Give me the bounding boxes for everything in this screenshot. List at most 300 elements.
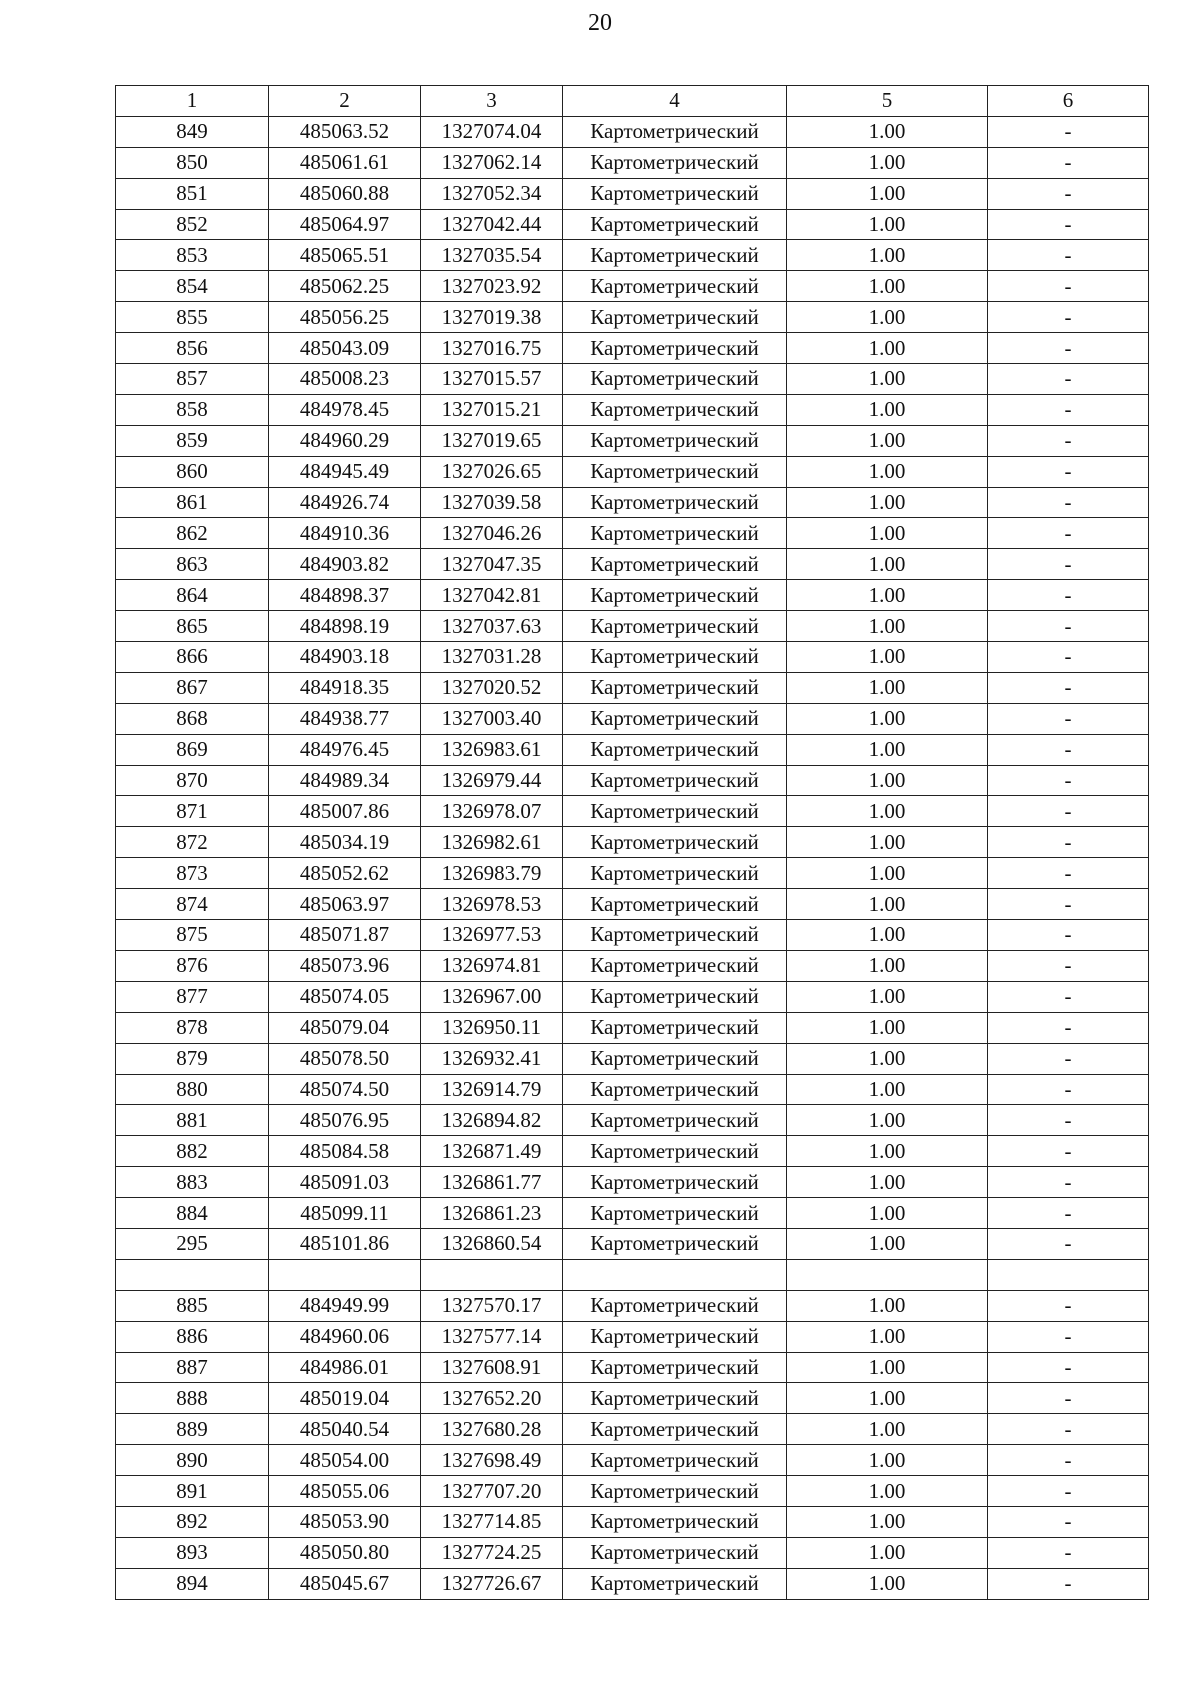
x-coordinate-cell: 485084.58 — [269, 1136, 421, 1167]
x-coordinate-cell: 484926.74 — [269, 487, 421, 518]
description-cell: - — [988, 1198, 1149, 1229]
x-coordinate-cell: 484949.99 — [269, 1290, 421, 1321]
method-cell: Картометрический — [563, 1414, 787, 1445]
accuracy-cell: 1.00 — [787, 1043, 988, 1074]
table-row — [116, 456, 1149, 487]
point-number-cell: 878 — [116, 1012, 269, 1043]
description-cell: - — [988, 672, 1149, 703]
y-coordinate-cell: 1327714.85 — [421, 1506, 563, 1537]
point-number-cell: 890 — [116, 1445, 269, 1476]
x-coordinate-cell: 484903.82 — [269, 549, 421, 580]
point-number-cell: 862 — [116, 518, 269, 549]
accuracy-cell: 1.00 — [787, 394, 988, 425]
table-row — [116, 1228, 1149, 1259]
x-coordinate-cell: 484989.34 — [269, 765, 421, 796]
x-coordinate-cell: 485045.67 — [269, 1568, 421, 1599]
accuracy-cell: 1.00 — [787, 209, 988, 240]
y-coordinate-cell: 1326871.49 — [421, 1136, 563, 1167]
y-coordinate-cell: 1327020.52 — [421, 672, 563, 703]
method-cell: Картометрический — [563, 240, 787, 271]
method-cell: Картометрический — [563, 1568, 787, 1599]
method-cell: Картометрический — [563, 394, 787, 425]
accuracy-cell: 1.00 — [787, 950, 988, 981]
description-cell: - — [988, 765, 1149, 796]
point-number-cell: 853 — [116, 240, 269, 271]
description-cell: - — [988, 1506, 1149, 1537]
accuracy-cell: 1.00 — [787, 703, 988, 734]
column-header: 6 — [988, 86, 1149, 117]
table-row — [116, 147, 1149, 178]
x-coordinate-cell: 485060.88 — [269, 178, 421, 209]
x-coordinate-cell: 484986.01 — [269, 1352, 421, 1383]
method-cell: Картометрический — [563, 580, 787, 611]
method-cell: Картометрический — [563, 981, 787, 1012]
x-coordinate-cell: 484918.35 — [269, 672, 421, 703]
table-row — [116, 1321, 1149, 1352]
table-row — [116, 1568, 1149, 1599]
x-coordinate-cell: 485007.86 — [269, 796, 421, 827]
accuracy-cell: 1.00 — [787, 1414, 988, 1445]
point-number-cell: 868 — [116, 703, 269, 734]
x-coordinate-cell: 485062.25 — [269, 271, 421, 302]
y-coordinate-cell: 1327016.75 — [421, 333, 563, 364]
description-cell: - — [988, 425, 1149, 456]
method-cell: Картометрический — [563, 1506, 787, 1537]
accuracy-cell: 1.00 — [787, 1445, 988, 1476]
column-header: 4 — [563, 86, 787, 117]
x-coordinate-cell: 484903.18 — [269, 642, 421, 673]
method-cell — [563, 1259, 787, 1290]
point-number-cell: 867 — [116, 672, 269, 703]
method-cell: Картометрический — [563, 1228, 787, 1259]
method-cell: Картометрический — [563, 920, 787, 951]
accuracy-cell: 1.00 — [787, 518, 988, 549]
description-cell: - — [988, 549, 1149, 580]
point-number-cell: 884 — [116, 1198, 269, 1229]
x-coordinate-cell: 485074.50 — [269, 1074, 421, 1105]
table-row — [116, 734, 1149, 765]
description-cell: - — [988, 333, 1149, 364]
table-row — [116, 1167, 1149, 1198]
point-number-cell: 876 — [116, 950, 269, 981]
y-coordinate-cell: 1326861.77 — [421, 1167, 563, 1198]
description-cell: - — [988, 394, 1149, 425]
description-cell: - — [988, 518, 1149, 549]
accuracy-cell: 1.00 — [787, 1136, 988, 1167]
accuracy-cell: 1.00 — [787, 1352, 988, 1383]
point-number-cell: 883 — [116, 1167, 269, 1198]
point-number-cell — [116, 1259, 269, 1290]
y-coordinate-cell: 1326894.82 — [421, 1105, 563, 1136]
accuracy-cell: 1.00 — [787, 1228, 988, 1259]
accuracy-cell: 1.00 — [787, 734, 988, 765]
table-row — [116, 1352, 1149, 1383]
table-row — [116, 1537, 1149, 1568]
method-cell: Картометрический — [563, 209, 787, 240]
method-cell: Картометрический — [563, 1012, 787, 1043]
table-row — [116, 950, 1149, 981]
y-coordinate-cell: 1327698.49 — [421, 1445, 563, 1476]
accuracy-cell: 1.00 — [787, 1198, 988, 1229]
point-number-cell: 894 — [116, 1568, 269, 1599]
point-number-cell: 858 — [116, 394, 269, 425]
y-coordinate-cell: 1327031.28 — [421, 642, 563, 673]
y-coordinate-cell: 1327003.40 — [421, 703, 563, 734]
table-row — [116, 487, 1149, 518]
y-coordinate-cell: 1326979.44 — [421, 765, 563, 796]
point-number-cell: 885 — [116, 1290, 269, 1321]
y-coordinate-cell: 1327042.81 — [421, 580, 563, 611]
table-row — [116, 703, 1149, 734]
method-cell: Картометрический — [563, 1476, 787, 1507]
accuracy-cell: 1.00 — [787, 611, 988, 642]
accuracy-cell: 1.00 — [787, 425, 988, 456]
method-cell: Картометрический — [563, 672, 787, 703]
table-row — [116, 1414, 1149, 1445]
point-number-cell: 891 — [116, 1476, 269, 1507]
point-number-cell: 889 — [116, 1414, 269, 1445]
point-number-cell: 871 — [116, 796, 269, 827]
y-coordinate-cell: 1327062.14 — [421, 147, 563, 178]
table-row — [116, 240, 1149, 271]
y-coordinate-cell: 1326861.23 — [421, 1198, 563, 1229]
y-coordinate-cell: 1327015.57 — [421, 364, 563, 395]
point-number-cell: 879 — [116, 1043, 269, 1074]
description-cell: - — [988, 456, 1149, 487]
point-number-cell: 295 — [116, 1228, 269, 1259]
method-cell: Картометрический — [563, 765, 787, 796]
accuracy-cell: 1.00 — [787, 1167, 988, 1198]
x-coordinate-cell: 484960.06 — [269, 1321, 421, 1352]
accuracy-cell: 1.00 — [787, 765, 988, 796]
y-coordinate-cell: 1326950.11 — [421, 1012, 563, 1043]
y-coordinate-cell: 1326932.41 — [421, 1043, 563, 1074]
accuracy-cell: 1.00 — [787, 1074, 988, 1105]
y-coordinate-cell: 1326983.79 — [421, 858, 563, 889]
accuracy-cell: 1.00 — [787, 116, 988, 147]
table-row — [116, 364, 1149, 395]
point-number-cell: 882 — [116, 1136, 269, 1167]
accuracy-cell: 1.00 — [787, 1321, 988, 1352]
point-number-cell: 873 — [116, 858, 269, 889]
y-coordinate-cell: 1327570.17 — [421, 1290, 563, 1321]
point-number-cell: 888 — [116, 1383, 269, 1414]
accuracy-cell: 1.00 — [787, 858, 988, 889]
y-coordinate-cell: 1327042.44 — [421, 209, 563, 240]
table-row — [116, 116, 1149, 147]
x-coordinate-cell: 485056.25 — [269, 302, 421, 333]
point-number-cell: 850 — [116, 147, 269, 178]
x-coordinate-cell — [269, 1259, 421, 1290]
method-cell: Картометрический — [563, 487, 787, 518]
description-cell: - — [988, 1321, 1149, 1352]
y-coordinate-cell: 1327037.63 — [421, 611, 563, 642]
description-cell: - — [988, 796, 1149, 827]
table-row — [116, 1383, 1149, 1414]
accuracy-cell: 1.00 — [787, 302, 988, 333]
x-coordinate-cell: 484898.19 — [269, 611, 421, 642]
description-cell: - — [988, 1537, 1149, 1568]
method-cell: Картометрический — [563, 364, 787, 395]
method-cell: Картометрический — [563, 1043, 787, 1074]
table-row — [116, 1074, 1149, 1105]
accuracy-cell: 1.00 — [787, 1537, 988, 1568]
point-number-cell: 855 — [116, 302, 269, 333]
point-number-cell: 870 — [116, 765, 269, 796]
column-header: 5 — [787, 86, 988, 117]
column-header: 1 — [116, 86, 269, 117]
x-coordinate-cell: 485055.06 — [269, 1476, 421, 1507]
table-row — [116, 518, 1149, 549]
table-row — [116, 672, 1149, 703]
description-cell: - — [988, 1136, 1149, 1167]
point-number-cell: 866 — [116, 642, 269, 673]
description-cell: - — [988, 920, 1149, 951]
description-cell: - — [988, 950, 1149, 981]
description-cell: - — [988, 1043, 1149, 1074]
description-cell: - — [988, 1074, 1149, 1105]
table-row — [116, 1105, 1149, 1136]
table-row — [116, 425, 1149, 456]
method-cell: Картометрический — [563, 1537, 787, 1568]
y-coordinate-cell: 1327026.65 — [421, 456, 563, 487]
point-number-cell: 887 — [116, 1352, 269, 1383]
y-coordinate-cell: 1327052.34 — [421, 178, 563, 209]
accuracy-cell: 1.00 — [787, 1568, 988, 1599]
x-coordinate-cell: 485040.54 — [269, 1414, 421, 1445]
description-cell: - — [988, 240, 1149, 271]
x-coordinate-cell: 485076.95 — [269, 1105, 421, 1136]
x-coordinate-cell: 485019.04 — [269, 1383, 421, 1414]
point-number-cell: 880 — [116, 1074, 269, 1105]
x-coordinate-cell: 485063.52 — [269, 116, 421, 147]
description-cell: - — [988, 487, 1149, 518]
table-row — [116, 920, 1149, 951]
y-coordinate-cell: 1327039.58 — [421, 487, 563, 518]
accuracy-cell: 1.00 — [787, 1383, 988, 1414]
description-cell: - — [988, 981, 1149, 1012]
table-row — [116, 642, 1149, 673]
table-row — [116, 549, 1149, 580]
method-cell: Картометрический — [563, 518, 787, 549]
y-coordinate-cell: 1327724.25 — [421, 1537, 563, 1568]
method-cell: Картометрический — [563, 1352, 787, 1383]
table-row — [116, 765, 1149, 796]
description-cell: - — [988, 642, 1149, 673]
y-coordinate-cell: 1327726.67 — [421, 1568, 563, 1599]
description-cell: - — [988, 209, 1149, 240]
description-cell: - — [988, 271, 1149, 302]
accuracy-cell: 1.00 — [787, 1506, 988, 1537]
accuracy-cell — [787, 1259, 988, 1290]
description-cell: - — [988, 1012, 1149, 1043]
point-number-cell: 864 — [116, 580, 269, 611]
x-coordinate-cell: 485079.04 — [269, 1012, 421, 1043]
x-coordinate-cell: 484960.29 — [269, 425, 421, 456]
accuracy-cell: 1.00 — [787, 178, 988, 209]
accuracy-cell: 1.00 — [787, 456, 988, 487]
table-row — [116, 1290, 1149, 1321]
y-coordinate-cell: 1327019.38 — [421, 302, 563, 333]
point-number-cell: 852 — [116, 209, 269, 240]
y-coordinate-cell: 1327023.92 — [421, 271, 563, 302]
description-cell: - — [988, 364, 1149, 395]
method-cell: Картометрический — [563, 1136, 787, 1167]
description-cell: - — [988, 1167, 1149, 1198]
description-cell: - — [988, 703, 1149, 734]
method-cell: Картометрический — [563, 889, 787, 920]
table-header-row — [116, 86, 1149, 117]
method-cell: Картометрический — [563, 611, 787, 642]
method-cell: Картометрический — [563, 178, 787, 209]
description-cell: - — [988, 1476, 1149, 1507]
description-cell: - — [988, 858, 1149, 889]
method-cell: Картометрический — [563, 950, 787, 981]
method-cell: Картометрический — [563, 333, 787, 364]
table-row — [116, 394, 1149, 425]
table-row — [116, 796, 1149, 827]
table-row — [116, 889, 1149, 920]
x-coordinate-cell: 484976.45 — [269, 734, 421, 765]
x-coordinate-cell: 485061.61 — [269, 147, 421, 178]
accuracy-cell: 1.00 — [787, 364, 988, 395]
coordinates-table — [115, 85, 1149, 1600]
accuracy-cell: 1.00 — [787, 1290, 988, 1321]
method-cell: Картометрический — [563, 1383, 787, 1414]
point-number-cell: 851 — [116, 178, 269, 209]
table-row — [116, 209, 1149, 240]
y-coordinate-cell: 1327035.54 — [421, 240, 563, 271]
method-cell: Картометрический — [563, 147, 787, 178]
x-coordinate-cell: 485099.11 — [269, 1198, 421, 1229]
method-cell: Картометрический — [563, 549, 787, 580]
x-coordinate-cell: 485071.87 — [269, 920, 421, 951]
y-coordinate-cell: 1326967.00 — [421, 981, 563, 1012]
y-coordinate-cell: 1327680.28 — [421, 1414, 563, 1445]
y-coordinate-cell: 1327047.35 — [421, 549, 563, 580]
y-coordinate-cell: 1326974.81 — [421, 950, 563, 981]
y-coordinate-cell: 1327652.20 — [421, 1383, 563, 1414]
accuracy-cell: 1.00 — [787, 672, 988, 703]
description-cell: - — [988, 889, 1149, 920]
accuracy-cell: 1.00 — [787, 580, 988, 611]
point-number-cell: 863 — [116, 549, 269, 580]
table-row — [116, 1506, 1149, 1537]
point-number-cell: 886 — [116, 1321, 269, 1352]
column-header: 3 — [421, 86, 563, 117]
accuracy-cell: 1.00 — [787, 920, 988, 951]
point-number-cell: 856 — [116, 333, 269, 364]
method-cell: Картометрический — [563, 858, 787, 889]
description-cell: - — [988, 1105, 1149, 1136]
accuracy-cell: 1.00 — [787, 240, 988, 271]
point-number-cell: 893 — [116, 1537, 269, 1568]
description-cell: - — [988, 1290, 1149, 1321]
table-row — [116, 580, 1149, 611]
point-number-cell: 861 — [116, 487, 269, 518]
method-cell: Картометрический — [563, 796, 787, 827]
x-coordinate-cell: 485074.05 — [269, 981, 421, 1012]
accuracy-cell: 1.00 — [787, 549, 988, 580]
x-coordinate-cell: 485073.96 — [269, 950, 421, 981]
x-coordinate-cell: 485065.51 — [269, 240, 421, 271]
point-number-cell: 881 — [116, 1105, 269, 1136]
description-cell: - — [988, 611, 1149, 642]
y-coordinate-cell: 1327608.91 — [421, 1352, 563, 1383]
x-coordinate-cell: 485008.23 — [269, 364, 421, 395]
x-coordinate-cell: 484898.37 — [269, 580, 421, 611]
x-coordinate-cell: 484938.77 — [269, 703, 421, 734]
table-row — [116, 1259, 1149, 1290]
y-coordinate-cell: 1327074.04 — [421, 116, 563, 147]
column-header: 2 — [269, 86, 421, 117]
method-cell: Картометрический — [563, 1074, 787, 1105]
y-coordinate-cell: 1327577.14 — [421, 1321, 563, 1352]
accuracy-cell: 1.00 — [787, 889, 988, 920]
point-number-cell: 872 — [116, 827, 269, 858]
page-number: 20 — [588, 10, 612, 36]
y-coordinate-cell: 1327015.21 — [421, 394, 563, 425]
accuracy-cell: 1.00 — [787, 796, 988, 827]
y-coordinate-cell: 1326982.61 — [421, 827, 563, 858]
x-coordinate-cell: 485053.90 — [269, 1506, 421, 1537]
point-number-cell: 849 — [116, 116, 269, 147]
table-row — [116, 981, 1149, 1012]
method-cell: Картометрический — [563, 1105, 787, 1136]
method-cell: Картометрический — [563, 1445, 787, 1476]
description-cell: - — [988, 147, 1149, 178]
accuracy-cell: 1.00 — [787, 271, 988, 302]
table-row — [116, 858, 1149, 889]
point-number-cell: 892 — [116, 1506, 269, 1537]
x-coordinate-cell: 484945.49 — [269, 456, 421, 487]
table-body — [116, 116, 1149, 1599]
x-coordinate-cell: 485043.09 — [269, 333, 421, 364]
y-coordinate-cell: 1327046.26 — [421, 518, 563, 549]
table-row — [116, 1198, 1149, 1229]
x-coordinate-cell: 484910.36 — [269, 518, 421, 549]
description-cell: - — [988, 1352, 1149, 1383]
table-row — [116, 1476, 1149, 1507]
x-coordinate-cell: 485078.50 — [269, 1043, 421, 1074]
x-coordinate-cell: 485052.62 — [269, 858, 421, 889]
table-row — [116, 271, 1149, 302]
method-cell: Картометрический — [563, 456, 787, 487]
point-number-cell: 859 — [116, 425, 269, 456]
description-cell: - — [988, 1383, 1149, 1414]
point-number-cell: 857 — [116, 364, 269, 395]
description-cell: - — [988, 1568, 1149, 1599]
x-coordinate-cell: 485091.03 — [269, 1167, 421, 1198]
description-cell: - — [988, 1414, 1149, 1445]
description-cell: - — [988, 580, 1149, 611]
accuracy-cell: 1.00 — [787, 147, 988, 178]
description-cell: - — [988, 178, 1149, 209]
description-cell: - — [988, 302, 1149, 333]
accuracy-cell: 1.00 — [787, 1105, 988, 1136]
y-coordinate-cell: 1326914.79 — [421, 1074, 563, 1105]
accuracy-cell: 1.00 — [787, 1476, 988, 1507]
description-cell: - — [988, 116, 1149, 147]
x-coordinate-cell: 485050.80 — [269, 1537, 421, 1568]
method-cell: Картометрический — [563, 1321, 787, 1352]
method-cell: Картометрический — [563, 734, 787, 765]
accuracy-cell: 1.00 — [787, 333, 988, 364]
point-number-cell: 854 — [116, 271, 269, 302]
x-coordinate-cell: 485064.97 — [269, 209, 421, 240]
table-row — [116, 302, 1149, 333]
table-row — [116, 333, 1149, 364]
